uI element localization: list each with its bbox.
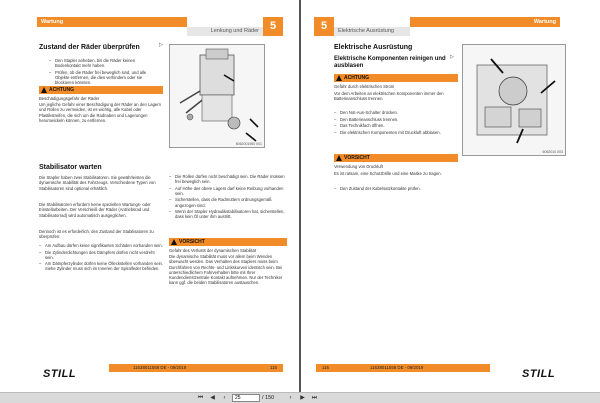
play-icon: ▷ — [159, 42, 163, 48]
caution-banner: VORSICHT — [334, 154, 458, 162]
compartment-drawing — [463, 45, 566, 156]
caution-banner: VORSICHT — [169, 238, 287, 246]
list-item: – Den Zustand der Kabelsatzkontakte prüfen. — [334, 186, 458, 191]
list-item: – Das Technikfach öffnen. — [334, 123, 458, 128]
clean-steps — [334, 110, 458, 136]
chapter-title: Lenkung und Räder — [187, 27, 263, 36]
heading-wheels: Zustand der Räder überprüfen — [39, 44, 140, 51]
list-item: – Die Zylinderdichtungen des Dämpfers dürfen nicht verdreht sein. — [39, 250, 163, 260]
list-item: – Den Batterieanschluss trennen. — [334, 117, 458, 122]
list-item: – Am Dämpferzylinder dürfen keine Ölleckstellen vorhanden sein. Siehe Zylinder muss sich im Inneren der Spiralfeder befinden. — [39, 261, 163, 271]
warning-icon — [41, 87, 47, 93]
contact-steps — [334, 186, 458, 193]
page-number-input[interactable] — [232, 394, 260, 402]
page-right — [306, 0, 590, 392]
caution-icon — [171, 239, 177, 245]
list-item: – Prüfen, ob die Räder frei beweglich sind, und alle Objekte entfernen, die dies verhindern oder sie blockieren könnten. — [49, 70, 161, 86]
footer-bar — [316, 364, 490, 372]
caution-title: Gefahr des Verlusts der dynamischen Stabilität — [169, 248, 257, 253]
play-icon: ▷ — [450, 54, 454, 60]
warning-title: Beschädigungsgefahr der Räder — [39, 96, 100, 101]
first-page-icon[interactable]: ⏮ — [197, 395, 204, 401]
page-total: / 150 — [262, 395, 275, 401]
last-page-icon[interactable]: ⏭ — [311, 395, 318, 401]
forklift-drawing — [170, 45, 265, 148]
chapter-title: Elektrische Ausrüstung — [334, 27, 410, 36]
page-separator — [299, 0, 301, 392]
footer-bar — [109, 364, 283, 372]
stabilizer-para-2: Die Stabilisatoren erfordern keine speziellen Wartungs- oder Einstellarbeiten. Der Verschleiß der Räder (Antriebsrad und Stabilisatorrad) wird automatisch ausgeglichen. — [39, 202, 151, 218]
forward-icon[interactable]: › — [289, 395, 292, 401]
wheel-illustration — [169, 44, 265, 148]
still-logo: STILL — [522, 368, 556, 380]
section-tag: Wartung — [37, 17, 187, 27]
back-icon[interactable]: ‹ — [223, 395, 226, 401]
heading-electrical: Elektrische Ausrüstung — [334, 44, 413, 51]
list-item: – Wenn der Stapler Hydraulikstabilisatoren hat, sicherstellen, dass kein Öl unter ihm austritt. — [169, 209, 287, 219]
caution-text: Die dynamische Stabilität muss vor allem beim Wenden überwacht werden. Das Verhalten des Staplers muss beim Durchfahren von Rechts- und Linkskurven identisch sein. Bei unterschiedlichem Fahrverhalten bitte mit Ihrer Kundendienstzentrale Kontakt aufnehmen. Nur der Techniker kann ggf. die beiden Stabilisatoren austauschen. — [169, 254, 283, 286]
caution-title: Verwendung von Druckluft — [334, 164, 383, 169]
warning-banner: ACHTUNG — [334, 74, 458, 82]
list-item: – Die Rollen dürfen nicht beschädigt sein. Die Räder müssen frei beweglich sein. — [169, 174, 287, 184]
list-item: – Sicherstellen, dass die Radmuttern ordnungsgemäß angezogen sind. — [169, 197, 287, 207]
chapter-number: 5 — [263, 17, 283, 36]
warning-text: Um jegliche Gefahr einer Beschädigung der Räder an den Lagern und Rollen zu vermeiden, ist es wichtig, alle Kabel oder Plastikstreifen, die sich um die Radnaben und Lagerungen herumwickeln können, zu entfernen. — [39, 102, 161, 123]
warning-icon — [336, 75, 342, 81]
heading-stabilizer: Stabilisator warten — [39, 164, 102, 171]
electrical-illustration — [462, 44, 566, 156]
page-number: 115 — [270, 365, 277, 370]
page-number: 116 — [322, 365, 329, 370]
wheel-bullets — [49, 58, 161, 87]
list-item: – Den Stapler anheben, bis die Räder keinen Bodenkontakt mehr haben. — [49, 58, 161, 68]
warning-title: Gefahr durch elektrischen Strom — [334, 84, 395, 89]
list-item: – Die elektrischen Komponenten mit Druckluft abblasen. — [334, 130, 458, 135]
list-item: – Auf Höhe des obere Lagers darf keine Reibung vorhanden sein. — [169, 186, 287, 196]
stabilizer-para-3: Dennoch ist es erforderlich, den Zustand der Stabilisatoren zu überprüfen: — [39, 229, 154, 240]
stabilizer-checks — [169, 174, 287, 221]
next-page-icon[interactable]: ▶ — [300, 395, 305, 401]
list-item: – Den Not-Aus-Schalter drücken. — [334, 110, 458, 115]
chapter-number: 5 — [314, 17, 334, 36]
figure-id: 6062001950 001 — [235, 142, 262, 146]
caution-text: Es ist ratsam, eine Schutzbrille und eine Maske zu tragen. — [334, 171, 442, 176]
section-tag: Wartung — [410, 17, 560, 27]
stabilizer-bullets — [39, 243, 163, 273]
figure-id: 6062010 003 — [542, 150, 563, 154]
still-logo: STILL — [43, 368, 77, 380]
warning-banner: ACHTUNG — [39, 86, 163, 94]
list-item: – Am Aufbau dürfen keine signifikanten Schäden vorhanden sein. — [39, 243, 163, 248]
prev-page-icon[interactable]: ◀ — [210, 395, 215, 401]
footer-code: 11638011558 DE - 09/2019 — [133, 365, 187, 370]
heading-clean: Elektrische Komponenten reinigen und ausblasen — [334, 56, 446, 69]
viewer-toolbar — [0, 392, 600, 403]
page-left — [9, 0, 293, 392]
stabilizer-para-1: Die Stapler haben zwei Stabilisatoren. Sie gewährleisten die dynamische Stabilität des Fahrzeugs. Verschiedene Typen von Stabilisatoren sind optional erhältlich. — [39, 175, 156, 191]
warning-text: Vor dem Arbeiten an elektrischen Komponenten immer den Batterieanschluss trennen. — [334, 91, 444, 102]
footer-code: 11638011558 DE - 09/2019 — [370, 365, 424, 370]
caution-icon — [336, 155, 342, 161]
